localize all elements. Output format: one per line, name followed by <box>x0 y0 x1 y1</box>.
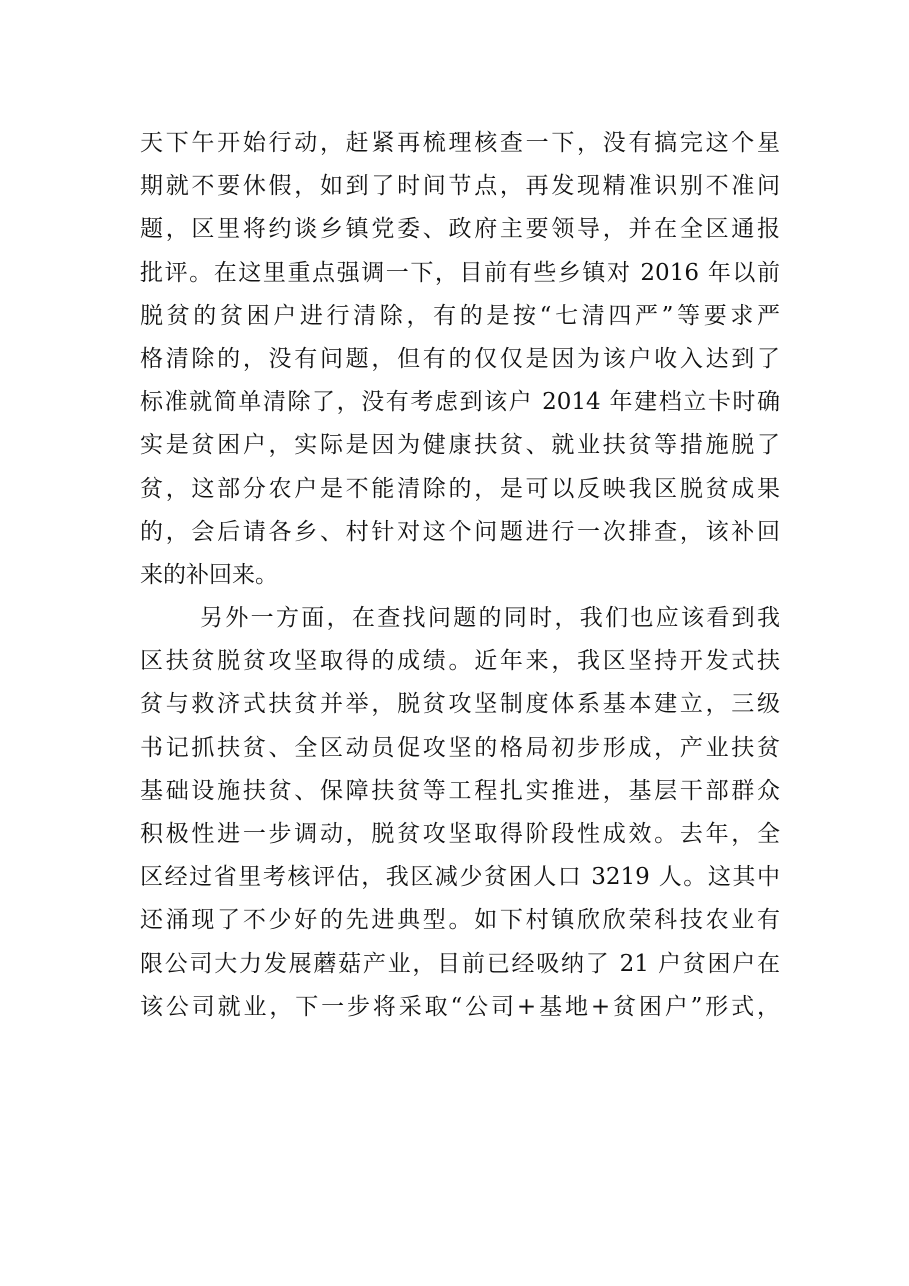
text-line: 的，会后请各乡、村针对这个问题进行一次排查，该补回 <box>140 518 780 545</box>
text-line: 脱贫的贫困户进行清除，有的是按“七清四严”等要求严 <box>140 302 780 329</box>
text-line: 期就不要休假，如到了时间节点，再发现精准识别不准问 <box>140 173 780 200</box>
text-line: 区经过省里考核评估，我区减少贫困人口 3219 人。这其中 <box>140 864 780 891</box>
text-line: 天下午开始行动，赶紧再梳理核查一下，没有搞完这个星 <box>140 130 780 156</box>
body-text <box>140 122 780 1029</box>
text-line: 实是贫困户，实际是因为健康扶贫、就业扶贫等措施脱了 <box>140 432 780 459</box>
text-line: 标准就简单清除了，没有考虑到该户 2014 年建档立卡时确 <box>140 389 780 416</box>
text-line: 还涌现了不少好的先进典型。如下村镇欣欣荣科技农业有 <box>140 907 780 934</box>
text-line: 基础设施扶贫、保障扶贫等工程扎实推进，基层干部群众 <box>140 777 780 804</box>
paragraph-end-line: 来的补回来。 <box>140 561 278 588</box>
text-line: 书记抓扶贫、全区动员促攻坚的格局初步形成，产业扶贫 <box>140 734 780 761</box>
text-line: 批评。在这里重点强调一下，目前有些乡镇对 2016 年以前 <box>140 259 780 286</box>
text-line: 格清除的，没有问题，但有的仅仅是因为该户收入达到了 <box>140 345 780 372</box>
text-line: 贫与救济式扶贫并举，脱贫攻坚制度体系基本建立，三级 <box>140 691 780 718</box>
paragraph-start-line: 另外一方面，在查找问题的同时，我们也应该看到我 <box>200 605 780 632</box>
text-line: 限公司大力发展蘑菇产业，目前已经吸纳了 21 户贫困户在 <box>140 950 780 977</box>
text-line: 积极性进一步调动，脱贫攻坚取得阶段性成效。去年，全 <box>140 821 780 847</box>
text-line: 贫，这部分农户是不能清除的，是可以反映我区脱贫成果 <box>140 475 780 502</box>
text-line: 区扶贫脱贫攻坚取得的成绩。近年来，我区坚持开发式扶 <box>140 648 780 675</box>
text-line: 该公司就业，下一步将采取“公司+基地+贫困户”形式， <box>140 993 780 1020</box>
text-line: 题，区里将约谈乡镇党委、政府主要领导，并在全区通报 <box>140 216 780 243</box>
